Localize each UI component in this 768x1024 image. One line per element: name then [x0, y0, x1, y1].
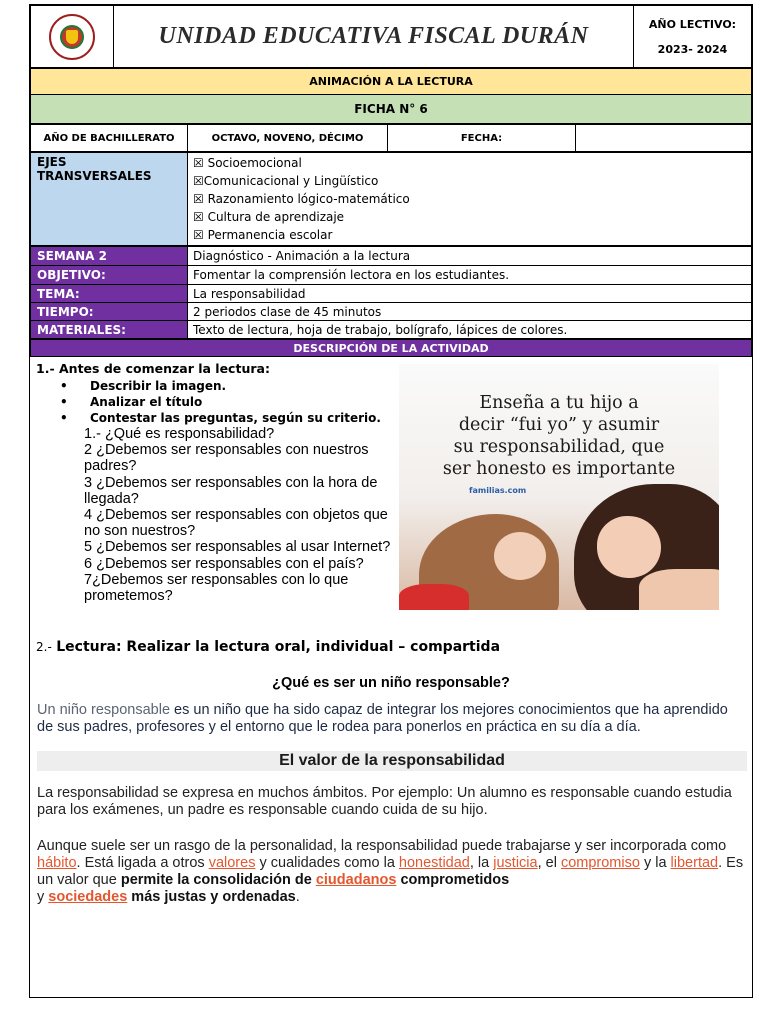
- grade-table: [30, 124, 752, 152]
- materials-label: MATERIALES:: [31, 321, 188, 339]
- week-value: Diagnóstico - Animación a la lectura: [188, 247, 752, 266]
- reading-paragraph: Aunque suele ser un rasgo de la personalidad, la responsabilidad puede trabajarse y ser incorporada como hábito. Está ligada a otros valores y cualidades como la honestidad, la justicia, el compromiso y la libertad. Es un valor que permite la consolidación de ciudadanos comprometidos y sociedades más justas y ordenadas.: [37, 838, 744, 905]
- question-item: 5 ¿Debemos ser responsables al usar Internet?: [84, 539, 391, 556]
- reading-title: ¿Qué es ser un niño responsable?: [272, 675, 510, 691]
- header-table: [30, 5, 752, 68]
- pre-reading-section: [36, 361, 396, 604]
- section1-heading: 1.- Antes de comenzar la lectura:: [36, 361, 270, 376]
- objective-value: Fomentar la comprensión lectora en los estudiantes.: [188, 266, 752, 285]
- eje-item: ☒ Cultura de aprendizaje: [193, 210, 345, 224]
- year-value: 2023- 2024: [657, 42, 728, 56]
- question-item: 6 ¿Debemos ser responsables con el país?: [84, 555, 364, 572]
- animation-band: ANIMACIÓN A LA LECTURA: [31, 69, 752, 95]
- link-compromiso[interactable]: compromiso: [560, 855, 640, 871]
- reading-intro: Un niño responsable es un niño que ha sido capaz de integrar los mejores conocimientos que ha aprendido de sus padres, profesores y el entorno que le rodea para ponerlos en práctica en su día a día.: [37, 702, 728, 735]
- time-label: TIEMPO:: [31, 303, 188, 321]
- questions-list: [84, 426, 394, 604]
- year-label: AÑO LECTIVO:: [648, 17, 737, 31]
- activity-band: DESCRIPCIÓN DE LA ACTIVIDAD: [31, 340, 752, 357]
- worksheet: [29, 4, 753, 998]
- link-valores[interactable]: valores: [208, 855, 256, 871]
- eje-item: ☒ Razonamiento lógico-matemático: [193, 192, 410, 206]
- list-item: • Describir la imagen.: [60, 378, 396, 394]
- activity-area: [30, 357, 752, 997]
- link-ciudadanos[interactable]: ciudadanos: [315, 872, 397, 888]
- link-libertad[interactable]: libertad: [670, 855, 719, 871]
- link-habito[interactable]: hábito: [37, 855, 77, 871]
- list-item: • Contestar las preguntas, según su criterio.: [60, 410, 396, 426]
- school-logo-icon: [49, 14, 95, 60]
- mother-child-image: [399, 364, 719, 610]
- grade-values: OCTAVO, NOVENO, DÉCIMO: [188, 125, 388, 152]
- info-table: [30, 246, 752, 339]
- question-item: 3 ¿Debemos ser responsables con la hora de llegada?: [84, 474, 378, 507]
- reading-section-heading: 2.- Lectura: Realizar la lectura oral, individual – compartida: [36, 639, 501, 655]
- question-item: 1.- ¿Qué es responsabilidad?: [84, 426, 275, 442]
- link-justicia[interactable]: justicia: [493, 855, 538, 871]
- ejes-label: EJES TRANSVERSALES: [31, 153, 188, 246]
- eje-item: ☒ Socioemocional: [193, 156, 302, 170]
- list-item: • Analizar el título: [60, 394, 396, 410]
- logo-cell: [31, 6, 114, 68]
- grade-label: AÑO DE BACHILLERATO: [31, 125, 188, 152]
- instructions-list: [60, 378, 396, 426]
- activity-band-table: [30, 339, 752, 357]
- reading-subheading: El valor de la responsabilidad: [37, 751, 747, 771]
- eje-item: ☒ Permanencia escolar: [193, 228, 333, 242]
- question-item: 7¿Debemos ser responsables con lo que prometemos?: [84, 571, 349, 605]
- ejes-table: [30, 152, 752, 246]
- reading-paragraph: La responsabilidad se expresa en muchos ámbitos. Por ejemplo: Un alumno es responsable cuando estudia para los exámenes, un padre es responsable cuando cuida de su hijo.: [37, 785, 732, 818]
- school-name: UNIDAD EDUCATIVA FISCAL DURÁN: [114, 6, 634, 68]
- date-value: [576, 125, 752, 152]
- ejes-list: [188, 153, 752, 246]
- date-label: FECHA:: [388, 125, 576, 152]
- time-value: 2 periodos clase de 45 minutos: [188, 303, 752, 321]
- link-honestidad[interactable]: honestidad: [398, 855, 470, 871]
- image-caption: Enseña a tu hijo a decir “fui yo” y asumir su responsabilidad, que ser honesto es importante: [442, 393, 676, 479]
- theme-label: TEMA:: [31, 285, 188, 303]
- image-brand: familias.com: [469, 486, 527, 495]
- theme-value: La responsabilidad: [188, 285, 752, 303]
- school-year: [634, 6, 752, 68]
- objective-label: OBJETIVO:: [31, 266, 188, 285]
- eje-item: ☒Comunicacional y Lingüístico: [193, 174, 379, 188]
- link-sociedades[interactable]: sociedades: [48, 889, 128, 905]
- week-label: SEMANA 2: [31, 247, 188, 266]
- ficha-band: FICHA N° 6: [31, 95, 752, 124]
- bands-table: [30, 68, 752, 124]
- question-item: 4 ¿Debemos ser responsables con objetos que no son nuestros?: [84, 507, 388, 540]
- question-item: 2 ¿Debemos ser responsables con nuestros padres?: [84, 442, 369, 475]
- materials-value: Texto de lectura, hoja de trabajo, bolígrafo, lápices de colores.: [188, 321, 752, 339]
